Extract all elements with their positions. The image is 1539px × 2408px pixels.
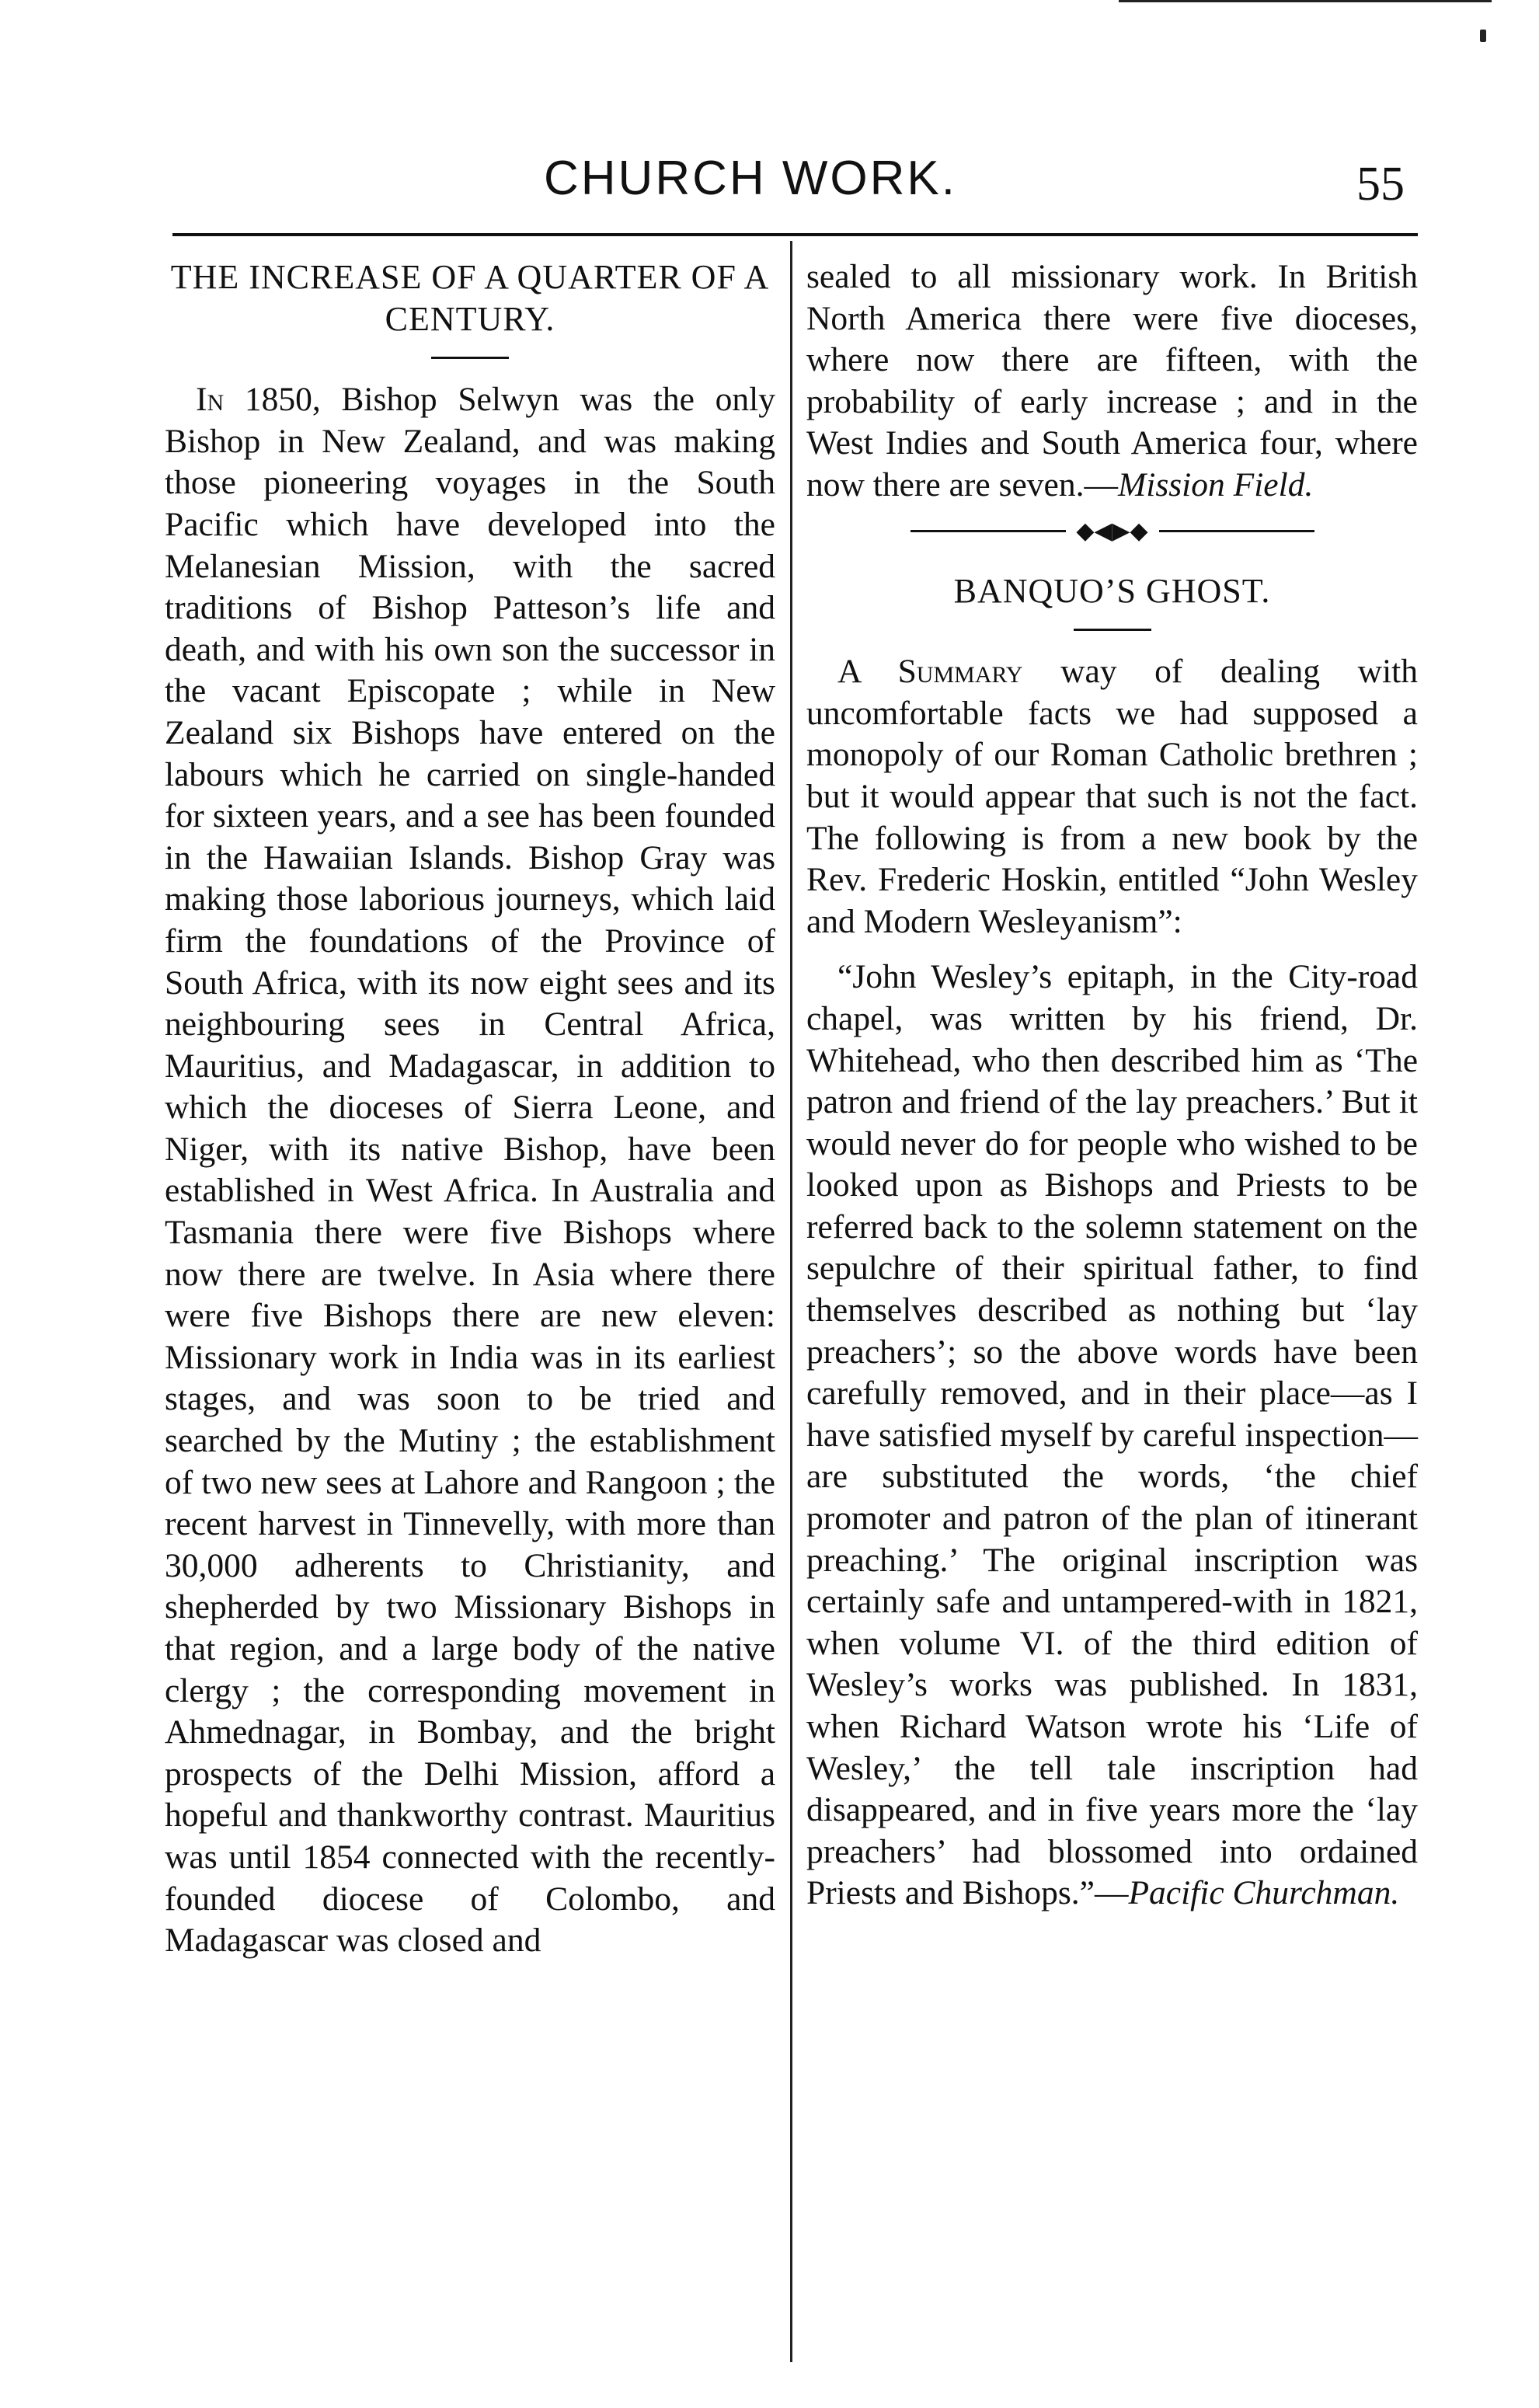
header-rule xyxy=(172,233,1418,236)
lead-in: A Summary xyxy=(837,653,1023,691)
running-head xyxy=(0,140,1539,225)
running-title: CHURCH WORK. xyxy=(544,152,957,205)
article-paragraph xyxy=(165,379,775,1962)
article-paragraph xyxy=(806,651,1418,943)
source-citation: Pacific Churchman. xyxy=(1128,1874,1400,1912)
page-number: 55 xyxy=(1356,158,1405,211)
top-edge-rule xyxy=(1119,0,1492,2)
article-title-banquo: BANQUO’S GHOST. xyxy=(953,571,1271,610)
paragraph-text: 1850, Bishop Selwyn was the only Bishop in New Zealand, and was making those pioneering voyages in the South Pacific which have developed into the Melanesian Mission, with the sacred traditions of Bishop Patteson’s life and death, and with his own son the successor in the vacant Episcopate ; while in New Zealand six Bishops have entered on the labours which he carried on single-handed for sixteen years, and a see has been founded in the Hawaiian Islands. Bishop Gray was making those laborious journeys, which laid firm the foundations of the Province of South Africa, with its now eight sees and its neighbouring sees in Central Africa, Mauritius, and Madagascar, in addition to which the dioceses of Sierra Leone, and Niger, with its native Bishop, have been established in West Africa. In Australia and Tasmania there were five Bishops where now there are twelve. In Asia where there were five Bishops there are new eleven: Missionary work in India was in its earliest stages, and was soon to be tried and searched by the Mutiny ; the establishment of two new sees at Lahore and Rangoon ; the recent harvest in Tinnevelly, with more than 30,000 adherents to Christianity, and shepherded by two Missionary Bishops in that region, and a large body of the native clergy ; the corresponding movement in Ahmednagar, in Bombay, and the bright prospects of the Delhi Mission, afford a hopeful and thankworthy contrast. Mauritius was until 1854 connected with the recently-founded diocese of Colombo, and Madagascar was closed and xyxy=(165,381,775,1960)
paragraph-text: way of dealing with uncomfortable facts we had supposed a monopoly of our Roman Catholic brethren ; but it would appear that such is not the fact. The following is from a new book by the Rev. Frederic Hoskin, entitled “John Wesley and Modern Wesleyanism”: xyxy=(806,653,1418,940)
title-rule xyxy=(431,357,509,359)
left-column xyxy=(165,256,775,1962)
title-rule xyxy=(1074,629,1151,631)
source-citation: Mission Field. xyxy=(1118,465,1314,504)
continued-paragraph xyxy=(806,256,1418,507)
divider-ornament-icon: ◆◀▶◆ xyxy=(1066,521,1159,542)
ink-mark xyxy=(1480,30,1486,42)
right-column xyxy=(806,256,1418,1915)
quoted-text: “John Wesley’s epitaph, in the City-road chapel, was written by his friend, Dr. Whitehead, who then described him as ‘The patron and friend of the lay preachers.’ But it would never do for people who wished to be looked upon as Bishops and Priests to be referred back to the solemn statement on the sepulchre of their spiritual father, to find themselves described as nothing but ‘lay preachers’; so the above words have been carefully removed, and in their place—as I have satisfied myself by careful inspection—are substituted the words, ‘the chief promoter and patron of the plan of itinerant preaching.’ The original inscription was certainly safe and untampered-with in 1821, when volume VI. of the third edition of Wesley’s works was published. In 1831, when Richard Watson wrote his ‘Life of Wesley,’ the tell tale inscription had disappeared, and in five years more the ‘lay preachers’ had blossomed into ordained Priests and Bishops.”— xyxy=(806,958,1418,1912)
ornamental-divider xyxy=(911,516,1314,547)
continued-text: sealed to all missionary work. In British North America there were five dioceses, where now there are fifteen, with the probability of early increase ; and in the West Indies and South America four, where now there are seven.— xyxy=(806,258,1418,504)
lead-in: In xyxy=(196,381,225,419)
article-title-increase: THE INCREASE OF A QUARTER OF A CENTURY. xyxy=(170,258,770,338)
column-divider xyxy=(790,241,792,2362)
quoted-paragraph xyxy=(806,957,1418,1915)
